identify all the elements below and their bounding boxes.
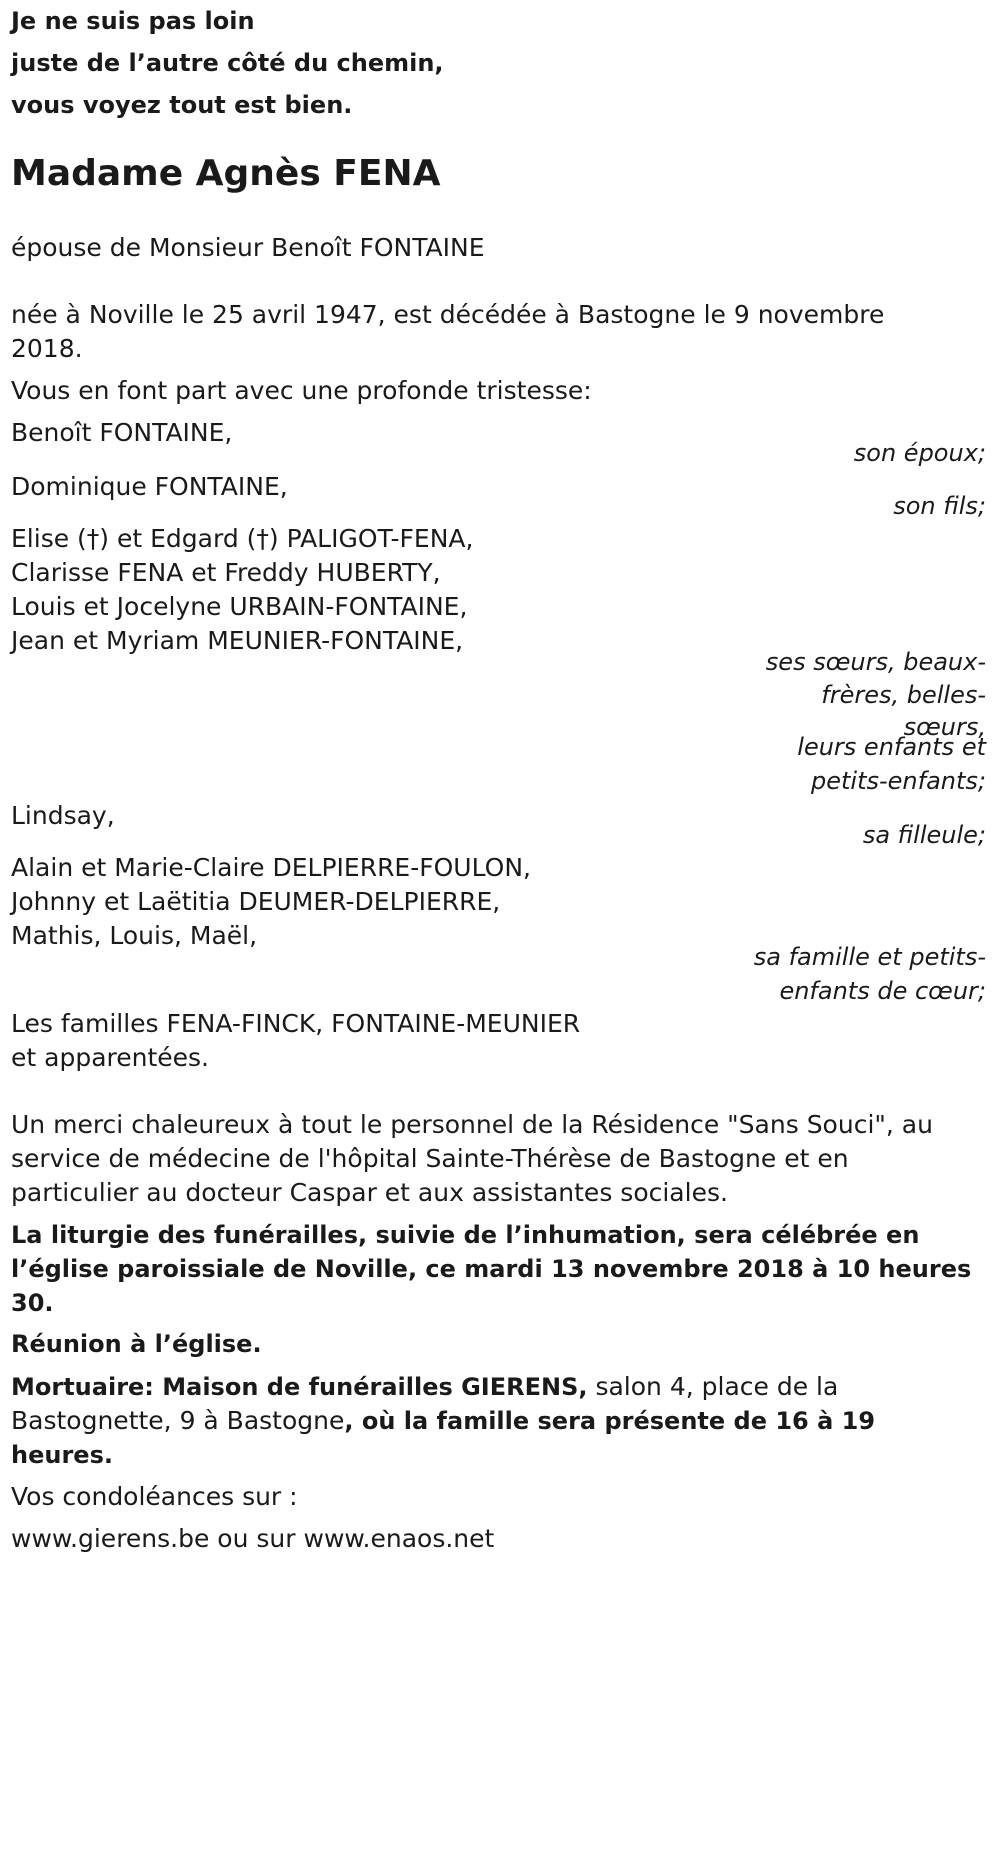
thanks-line-2: service de médecine de l'hôpital Sainte-Thérèse de Bastogne et en: [11, 1144, 849, 1173]
family-name: Louis et Jocelyne URBAIN-FONTAINE,: [11, 592, 468, 621]
birth-death-line-2: 2018.: [11, 334, 83, 363]
family-name: Alain et Marie-Claire DELPIERRE-FOULON,: [11, 853, 531, 882]
mortuary-address: salon 4, place de la: [587, 1372, 839, 1401]
liturgy-line-2: l’église paroissiale de Noville, ce mardi 13 novembre 2018 à 10 heures: [11, 1255, 972, 1283]
family-relation: sa filleule;: [862, 821, 986, 849]
family-name: Mathis, Louis, Maël,: [11, 921, 258, 950]
family-name: Johnny et Laëtitia DEUMER-DELPIERRE,: [11, 887, 501, 916]
family-name: Elise (†) et Edgard (†) PALIGOT-FENA,: [11, 524, 474, 553]
deceased-name: Madame Agnès FENA: [11, 153, 441, 194]
birth-death-line-1: née à Noville le 25 avril 1947, est décédée à Bastogne le 9 novembre: [11, 300, 885, 329]
family-name: Benoît FONTAINE,: [11, 418, 233, 447]
condolences-links[interactable]: www.gierens.be ou sur www.enaos.net: [11, 1524, 495, 1553]
thanks-line-3: particulier au docteur Caspar et aux assistantes sociales.: [11, 1178, 728, 1207]
family-name: Les familles FENA-FINCK, FONTAINE-MEUNIER: [11, 1009, 581, 1038]
family-relation: leurs enfants et: [797, 733, 986, 761]
liturgy-line-1: La liturgie des funérailles, suivie de l’inhumation, sera célébrée en: [11, 1221, 920, 1249]
mortuary-address-cont: Bastognette, 9 à Bastogne: [11, 1406, 345, 1435]
family-relation: petits-enfants;: [811, 767, 986, 795]
announcement-intro: Vous en font part avec une profonde tristesse:: [11, 376, 592, 405]
condolences-label: Vos condoléances sur :: [11, 1482, 298, 1511]
family-relation: enfants de cœur;: [779, 977, 986, 1005]
mortuary-visiting-hours: , où la famille sera présente de 16 à 19: [344, 1407, 876, 1435]
mortuary-line-1: [11, 1371, 838, 1403]
mortuary-line-2: [11, 1405, 875, 1437]
family-relation: sa famille et petits-: [753, 943, 986, 971]
mortuary-line-3: heures.: [11, 1441, 113, 1469]
family-name: et apparentées.: [11, 1043, 209, 1072]
family-relation: sœurs,: [903, 713, 986, 741]
poem-line-1: Je ne suis pas loin: [11, 7, 255, 35]
family-relation: frères, belles-: [821, 681, 986, 709]
mortuary-place: Mortuaire: Maison de funérailles GIERENS,: [11, 1373, 588, 1401]
meeting-line: Réunion à l’église.: [11, 1330, 262, 1358]
family-relation: son époux;: [853, 439, 986, 467]
liturgy-line-3: 30.: [11, 1289, 54, 1317]
family-name: Clarisse FENA et Freddy HUBERTY,: [11, 558, 441, 587]
family-name: Jean et Myriam MEUNIER-FONTAINE,: [11, 626, 464, 655]
spouse-line: épouse de Monsieur Benoît FONTAINE: [11, 233, 485, 262]
poem-line-3: vous voyez tout est bien.: [11, 91, 353, 119]
poem-line-2: juste de l’autre côté du chemin,: [11, 49, 444, 77]
family-name: Dominique FONTAINE,: [11, 472, 288, 501]
thanks-line-1: Un merci chaleureux à tout le personnel de la Résidence "Sans Souci", au: [11, 1110, 933, 1139]
family-relation: son fils;: [893, 492, 986, 520]
family-relation: ses sœurs, beaux-: [765, 648, 986, 676]
family-name: Lindsay,: [11, 801, 115, 830]
